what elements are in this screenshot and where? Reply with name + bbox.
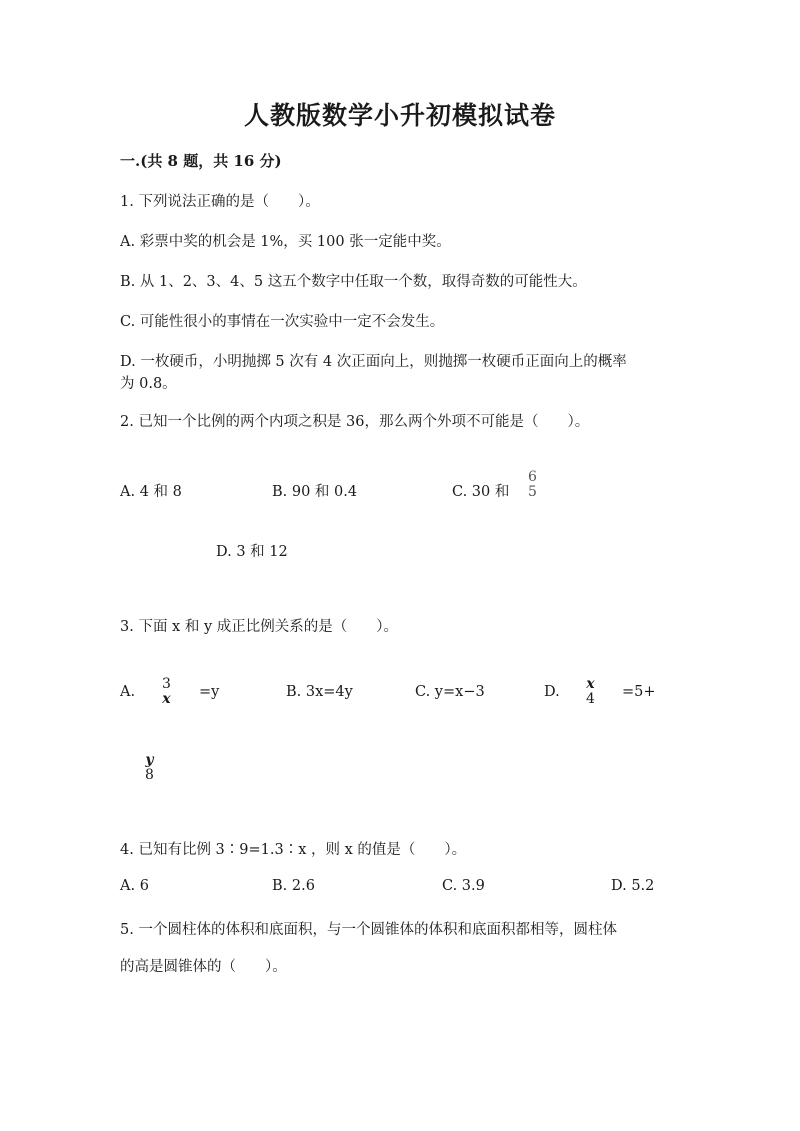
q3-stem: 3. 下面 x 和 y 成正比例关系的是（ ）。 [120, 619, 398, 635]
q4-option-c: C. 3.9 [442, 878, 485, 894]
q2-option-a: A. 4 和 8 [120, 484, 182, 500]
q1-option-b: B. 从 1、2、3、4、5 这五个数字中任取一个数，取得奇数的可能性大。 [120, 274, 587, 290]
page-title: 人教版数学小升初模拟试卷 [243, 101, 556, 130]
fraction-denominator: 5 [528, 484, 537, 500]
fraction-denominator: 4 [586, 691, 595, 707]
q5-stem-line1: 5. 一个圆柱体的体积和底面积，与一个圆锥体的体积和底面积都相等，圆柱体 [120, 922, 617, 938]
q4-option-b: B. 2.6 [272, 878, 315, 894]
q2-option-c: C. 30 和 [452, 484, 510, 500]
q3-option-d-fraction-2 [143, 753, 156, 783]
fraction-numerator: y [145, 752, 154, 768]
q3-option-d-label: D. [544, 684, 560, 700]
fraction-denominator: 8 [145, 767, 154, 783]
fraction-numerator: 3 [162, 676, 171, 692]
q1-option-c: C. 可能性很小的事情在一次实验中一定不会发生。 [120, 314, 445, 330]
q4-stem: 4. 已知有比例 3∶9=1.3∶x ，则 x 的值是（ ）。 [120, 842, 467, 858]
q3-option-b: B. 3x=4y [286, 684, 353, 700]
q2-option-b: B. 90 和 0.4 [272, 484, 358, 500]
q3-option-a-tail: =y [199, 684, 220, 700]
q3-option-d-fraction [584, 677, 597, 707]
q2-stem: 2. 已知一个比例的两个内项之积是 36，那么两个外项不可能是（ ）。 [120, 414, 590, 430]
fraction-denominator: x [162, 691, 171, 707]
q2-option-c-fraction [526, 470, 539, 500]
fraction-numerator: 6 [528, 469, 537, 485]
q1-option-d-line2: 为 0.8。 [120, 376, 177, 392]
q3-option-d-tail: =5+ [622, 684, 656, 700]
q1-option-a: A. 彩票中奖的机会是 1%，买 100 张一定能中奖。 [120, 234, 451, 250]
q5-stem-line2: 的高是圆锥体的（ ）。 [120, 959, 287, 975]
q3-option-a-fraction [160, 677, 173, 707]
q4-option-a: A. 6 [120, 878, 149, 894]
fraction-numerator: x [586, 676, 595, 692]
q1-stem: 1. 下列说法正确的是（ ）。 [120, 194, 320, 210]
q1-option-d-line1: D. 一枚硬币，小明抛掷 5 次有 4 次正面向上，则抛掷一枚硬币正面向上的概率 [120, 354, 627, 370]
section-heading: 一.(共 8 题，共 16 分) [120, 152, 282, 170]
q4-option-d: D. 5.2 [611, 878, 655, 894]
q2-option-d: D. 3 和 12 [216, 544, 288, 560]
q3-option-c: C. y=x−3 [415, 684, 485, 700]
q3-option-a-label: A. [120, 684, 136, 700]
